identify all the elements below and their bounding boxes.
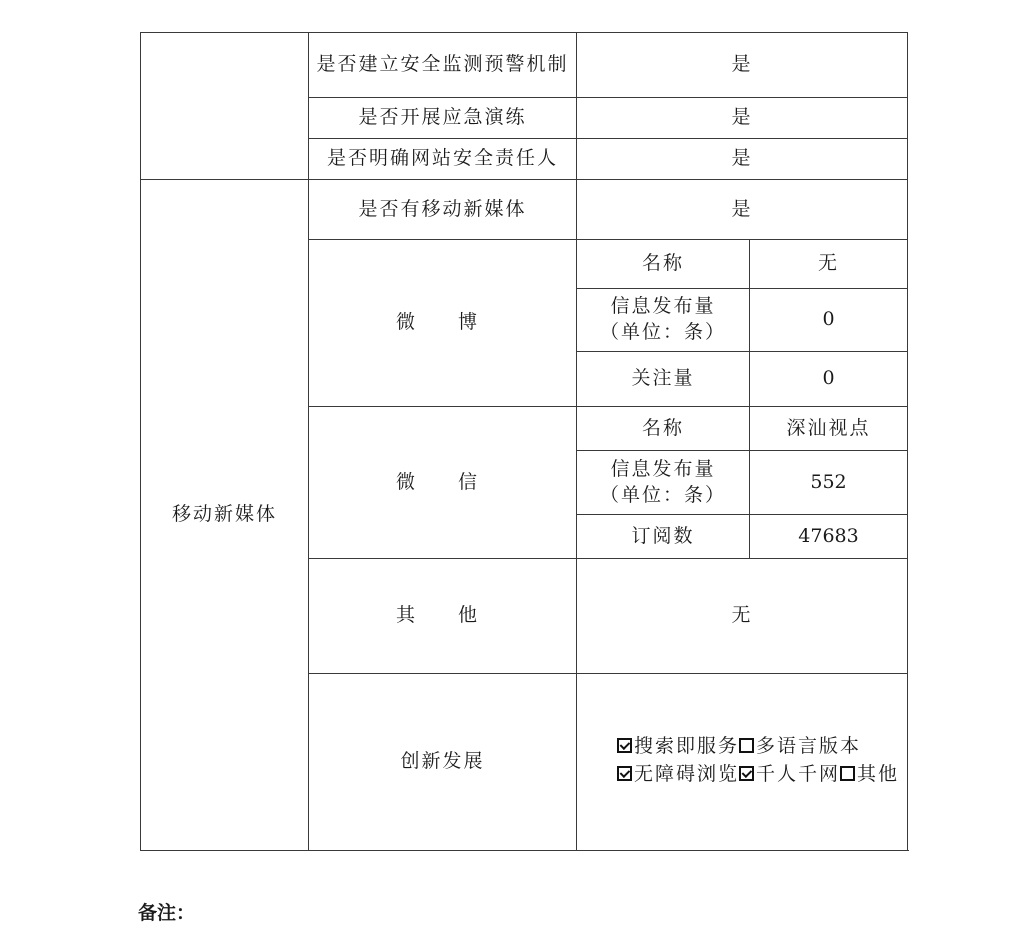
option-multi-language[interactable] <box>739 734 861 760</box>
weibo-posts-value: 0 <box>750 289 908 352</box>
checkbox-icon[interactable] <box>739 766 754 781</box>
note-label: 备注： <box>138 902 196 924</box>
table-row <box>141 33 908 98</box>
has-media-label: 是否有移动新媒体 <box>309 180 577 240</box>
monitoring-label: 是否建立安全监测预警机制 <box>309 33 577 98</box>
owner-label: 是否明确网站安全责任人 <box>309 139 577 180</box>
weibo-followers-value: 0 <box>750 352 908 407</box>
option-personalized[interactable] <box>739 762 840 788</box>
weibo-followers-label: 关注量 <box>577 352 750 407</box>
other-media-value: 无 <box>577 559 908 674</box>
checkbox-icon[interactable] <box>739 738 754 753</box>
checkbox-icon[interactable] <box>617 738 632 753</box>
option-label: 搜索即服务 <box>634 735 740 758</box>
option-label: 无障碍浏览 <box>634 763 740 785</box>
option-search-as-service[interactable] <box>617 734 739 760</box>
mobile-media-section-label: 移动新媒体 <box>141 180 309 851</box>
option-accessible-browsing[interactable] <box>617 762 739 788</box>
option-other[interactable] <box>840 762 899 788</box>
has-media-value: 是 <box>577 180 908 240</box>
monitoring-value: 是 <box>577 33 908 98</box>
checkbox-icon[interactable] <box>840 766 855 781</box>
weibo-posts-label <box>577 289 750 352</box>
wechat-subscribers-value: 47683 <box>750 515 908 559</box>
drill-value: 是 <box>577 98 908 139</box>
checkbox-icon[interactable] <box>617 766 632 781</box>
wechat-name-label: 名称 <box>577 407 750 451</box>
wechat-posts-label <box>577 451 750 515</box>
owner-value: 是 <box>577 139 908 180</box>
wechat-posts-value: 552 <box>750 451 908 515</box>
table-row <box>141 180 908 240</box>
innovation-options <box>577 674 908 851</box>
option-label: 千人千网 <box>756 763 841 785</box>
weibo-name-label: 名称 <box>577 240 750 289</box>
option-label: 多语言版本 <box>756 735 862 758</box>
wechat-name-value: 深汕视点 <box>750 407 908 451</box>
posts-unit-line: （单位：条） <box>599 321 726 343</box>
weibo-label: 微 博 <box>309 240 577 407</box>
drill-label: 是否开展应急演练 <box>309 98 577 139</box>
option-label: 其他 <box>857 763 900 785</box>
security-section-cell <box>141 33 309 180</box>
other-media-label: 其 他 <box>309 559 577 674</box>
posts-label-line: 信息发布量 <box>610 457 716 480</box>
posts-unit-line: （单位：条） <box>599 483 726 506</box>
wechat-label: 微 信 <box>309 407 577 559</box>
wechat-subscribers-label: 订阅数 <box>577 515 750 559</box>
report-table <box>140 32 908 851</box>
weibo-name-value: 无 <box>750 240 908 289</box>
innovation-section-label: 创新发展 <box>309 674 577 851</box>
posts-label-line: 信息发布量 <box>610 295 716 318</box>
